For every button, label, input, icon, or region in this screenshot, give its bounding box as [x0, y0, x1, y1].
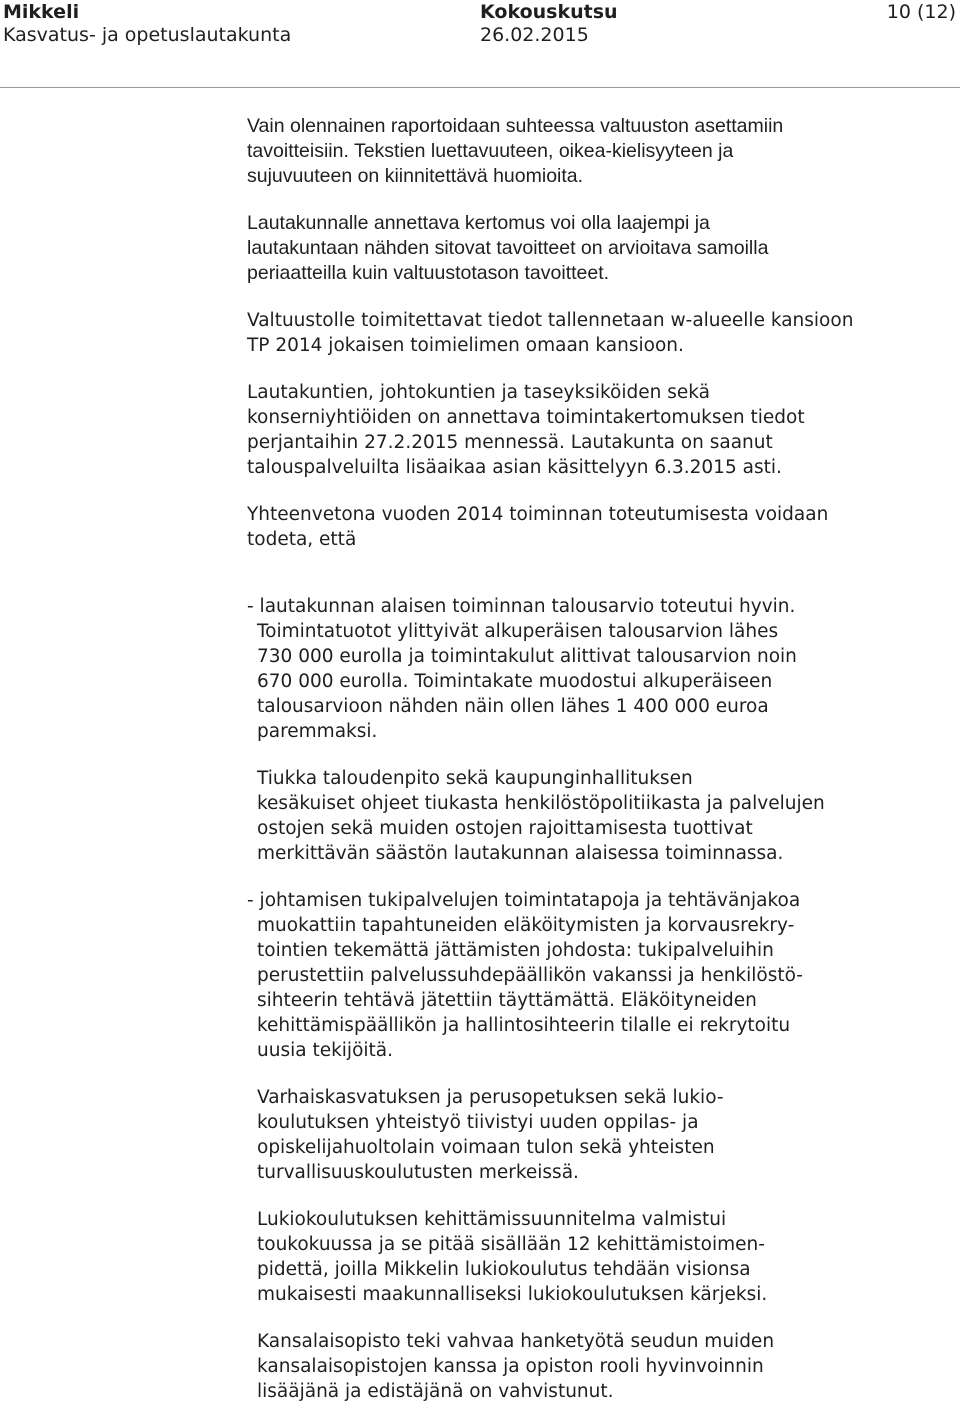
paragraph-savings: Tiukka taloudenpito sekä kaupunginhallituksen kesäkuiset ohjeet tiukasta henkilöstöpolitiikasta ja palvelujen ostojen sekä muiden ostojen rajoittamisesta tuottivat merkittävän säästön lautakunnan alaisessa toiminnassa. [257, 768, 825, 864]
document-date: 26.02.2015 [480, 24, 589, 46]
bullet-support-services [247, 888, 947, 1063]
paragraph-committee-report: Lautakunnalle annettava kertomus voi olla laajempi ja lautakuntaan nähden sitovat tavoitteet on arvioitava samoilla periaatteilla kuin valtuustotason tavoitteet. [247, 212, 769, 284]
page-number: 10 (12) [886, 1, 956, 23]
document-type: Kokouskutsu [480, 1, 618, 23]
document-body [247, 114, 947, 1404]
committee-name: Kasvatus- ja opetuslautakunta [3, 24, 292, 46]
bullet-support-continuation: muokattiin tapahtuneiden eläköitymisten ja korvausrekry- tointien tekemättä jättämisten johdosta: tukipalveluihin perustettiin palvelussuhdepäällikön vakanssi ja henkilöstö- sihteerin tehtävä jätettiin täyttämättä. Eläköityneiden kehittämispäällikön ja hallintosihteerin tilalle ei rekrytoitu uusia tekijöitä. [257, 915, 803, 1061]
header-divider [0, 87, 960, 88]
bullet-budget-first-line: - lautakunnan alaisen toiminnan talousarvio toteutui hyvin. [247, 596, 796, 617]
bullet-budget-continuation: Toimintatuotot ylittyivät alkuperäisen talousarvion lähes 730 000 eurolla ja toimintakulut alittivat talousarvion noin 670 000 eurolla. Toimintakate muodostui alkuperäiseen talousarvioon nähden näin ollen lähes 1 400 000 euroa paremmaksi. [257, 621, 797, 742]
paragraph-storage: Valtuustolle toimitettavat tiedot tallennetaan w-alueelle kansioon TP 2014 jokaisen toimielimen omaan kansioon. [247, 310, 854, 356]
bullet-budget [247, 594, 947, 744]
paragraph-adult-education: Kansalaisopisto teki vahvaa hanketyötä seudun muiden kansalaisopistojen kanssa ja opiston rooli hyvinvoinnin lisääjänä ja edistäjänä on vahvistunut. [257, 1331, 775, 1402]
paragraph-cooperation: Varhaiskasvatuksen ja perusopetuksen sekä lukio- koulutuksen yhteistyö tiivistyi uuden oppilas- ja opiskelijahuoltolain voimaan tulon sekä yhteisten turvallisuuskoulutusten merkeissä. [257, 1087, 724, 1183]
paragraph-reporting: Vain olennainen raportoidaan suhteessa valtuuston asettamiin tavoitteisiin. Tekstien luettavuuteen, oikea-kielisyyteen ja sujuvuuteen on kiinnitettävä huomioita. [247, 115, 784, 187]
organization-name: Mikkeli [3, 1, 80, 23]
paragraph-upper-secondary: Lukiokoulutuksen kehittämissuunnitelma valmistui toukokuussa ja se pitää sisällään 12 kehittämistoimen- pidettä, joilla Mikkelin lukiokoulutus tehdään visionsa mukaisesti maakunnalliseksi lukiokoulutuksen kärjeksi. [257, 1209, 768, 1305]
paragraph-summary-intro: Yhteenvetona vuoden 2014 toiminnan toteutumisesta voidaan todeta, että [247, 504, 829, 550]
bullet-support-first-line: - johtamisen tukipalvelujen toimintatapoja ja tehtävänjakoa [247, 890, 801, 911]
paragraph-deadline: Lautakuntien, johtokuntien ja taseyksiköiden sekä konserniyhtiöiden on annettava toimintakertomuksen tiedot perjantaihin 27.2.2015 mennessä. Lautakunta on saanut talouspalveluilta lisäaikaa asian käsittelyyn 6.3.2015 asti. [247, 382, 805, 478]
document-header [0, 0, 960, 90]
